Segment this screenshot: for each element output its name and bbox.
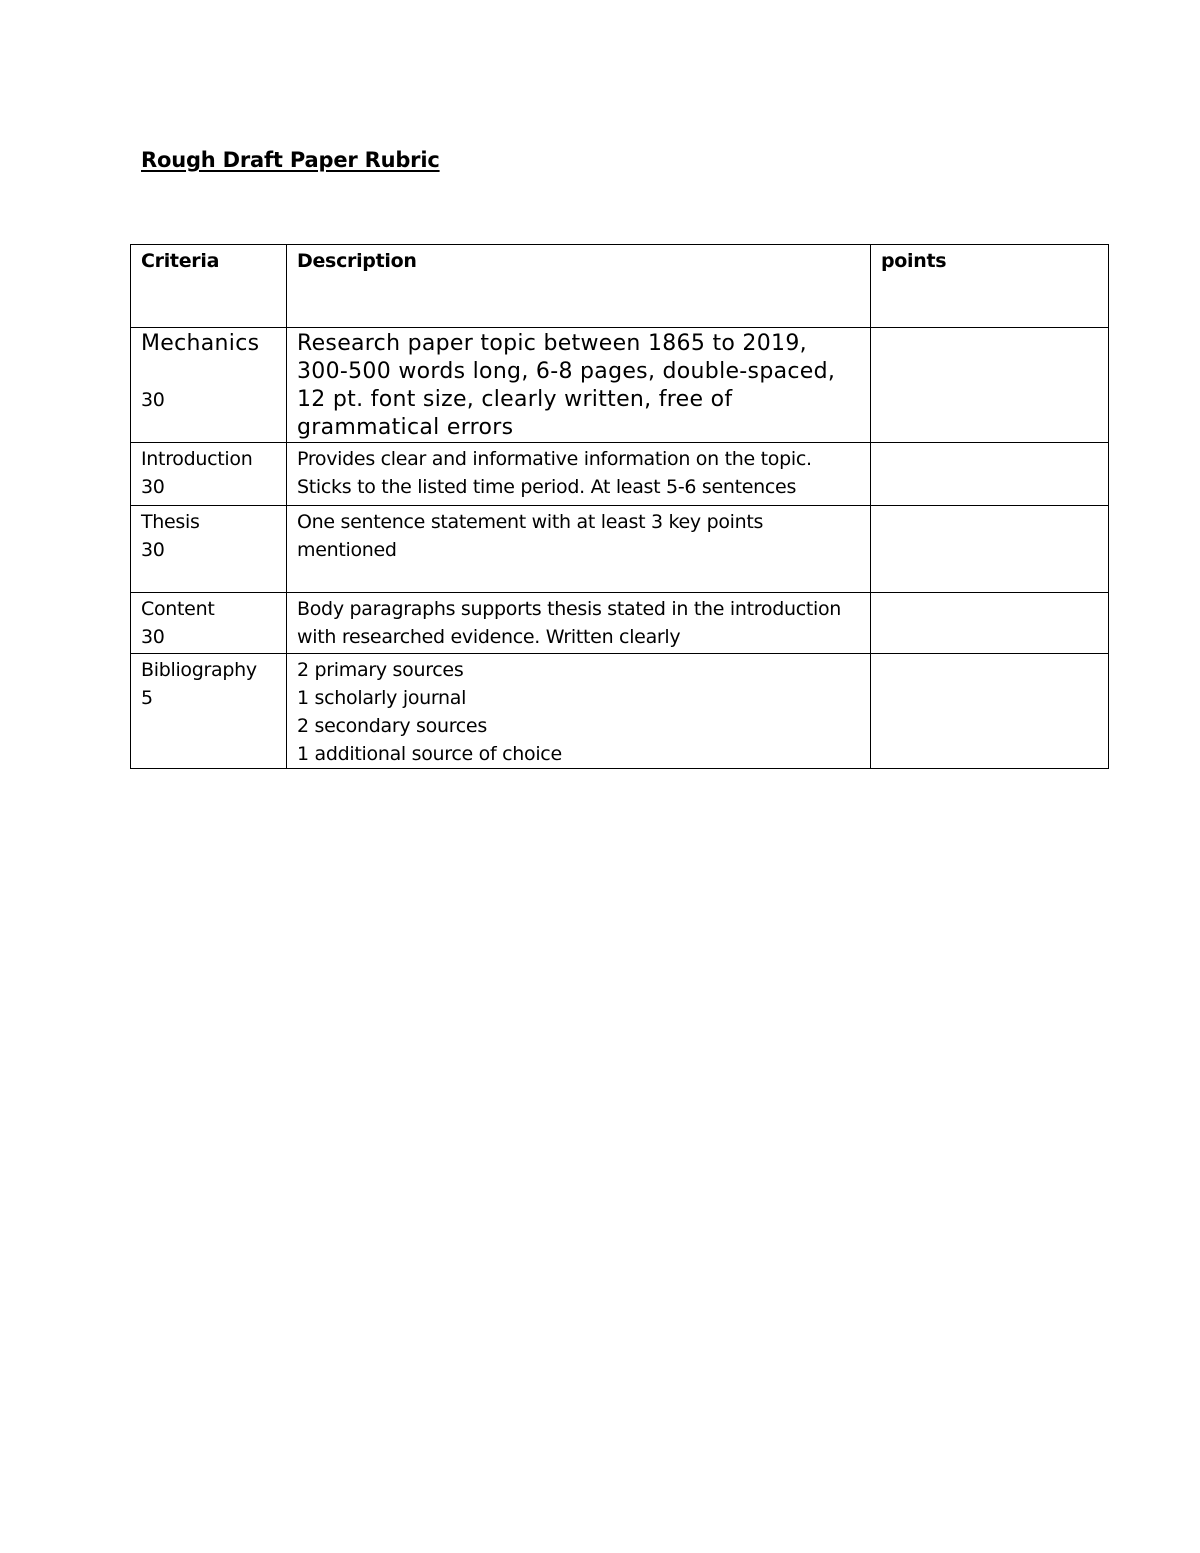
criteria-cell: [131, 506, 287, 593]
points-cell: [871, 654, 1109, 769]
description-line: Provides clear and informative information on the topic.: [297, 448, 812, 470]
criteria-cell: [131, 654, 287, 769]
description-line: 12 pt. font size, clearly written, free of: [297, 387, 733, 412]
description-line: mentioned: [297, 539, 397, 561]
description-line: 2 primary sources: [297, 659, 464, 681]
criteria-name: Mechanics: [141, 331, 260, 356]
criteria-points: 30: [141, 539, 165, 561]
description-line: Research paper topic between 1865 to 2019,: [297, 331, 807, 356]
page-title: Rough Draft Paper Rubric: [141, 148, 440, 172]
description-line: One sentence statement with at least 3 key points: [297, 511, 764, 533]
criteria-name: Bibliography: [141, 659, 257, 681]
criteria-name: Introduction: [141, 448, 253, 470]
description-line: 2 secondary sources: [297, 715, 487, 737]
description-cell: [287, 506, 871, 593]
description-cell: [287, 328, 871, 443]
rubric-table: [130, 244, 1109, 769]
description-line: Sticks to the listed time period. At least 5-6 sentences: [297, 476, 797, 498]
points-cell: [871, 593, 1109, 654]
criteria-cell: [131, 328, 287, 443]
table-header-row: [131, 245, 1109, 328]
points-cell: [871, 506, 1109, 593]
criteria-cell: [131, 443, 287, 506]
table-row: [131, 506, 1109, 593]
points-cell: [871, 328, 1109, 443]
description-cell: [287, 443, 871, 506]
description-line: with researched evidence. Written clearly: [297, 626, 681, 648]
description-line: 300-500 words long, 6-8 pages, double-spaced,: [297, 359, 836, 384]
description-line: grammatical errors: [297, 415, 514, 440]
criteria-points: 30: [141, 626, 165, 648]
table-row: [131, 328, 1109, 443]
table-row: [131, 443, 1109, 506]
table-row: [131, 593, 1109, 654]
header-points: points: [871, 245, 1109, 328]
criteria-name: Content: [141, 598, 215, 620]
criteria-name: Thesis: [141, 511, 200, 533]
description-line: 1 scholarly journal: [297, 687, 467, 709]
description-line: Body paragraphs supports thesis stated in the introduction: [297, 598, 842, 620]
criteria-points: 5: [141, 687, 153, 709]
criteria-points: 30: [141, 476, 165, 498]
header-criteria: Criteria: [131, 245, 287, 328]
description-line: 1 additional source of choice: [297, 743, 562, 765]
description-cell: [287, 654, 871, 769]
criteria-points: 30: [141, 389, 165, 411]
header-description: Description: [287, 245, 871, 328]
criteria-cell: [131, 593, 287, 654]
description-cell: [287, 593, 871, 654]
points-cell: [871, 443, 1109, 506]
table-row: [131, 654, 1109, 769]
